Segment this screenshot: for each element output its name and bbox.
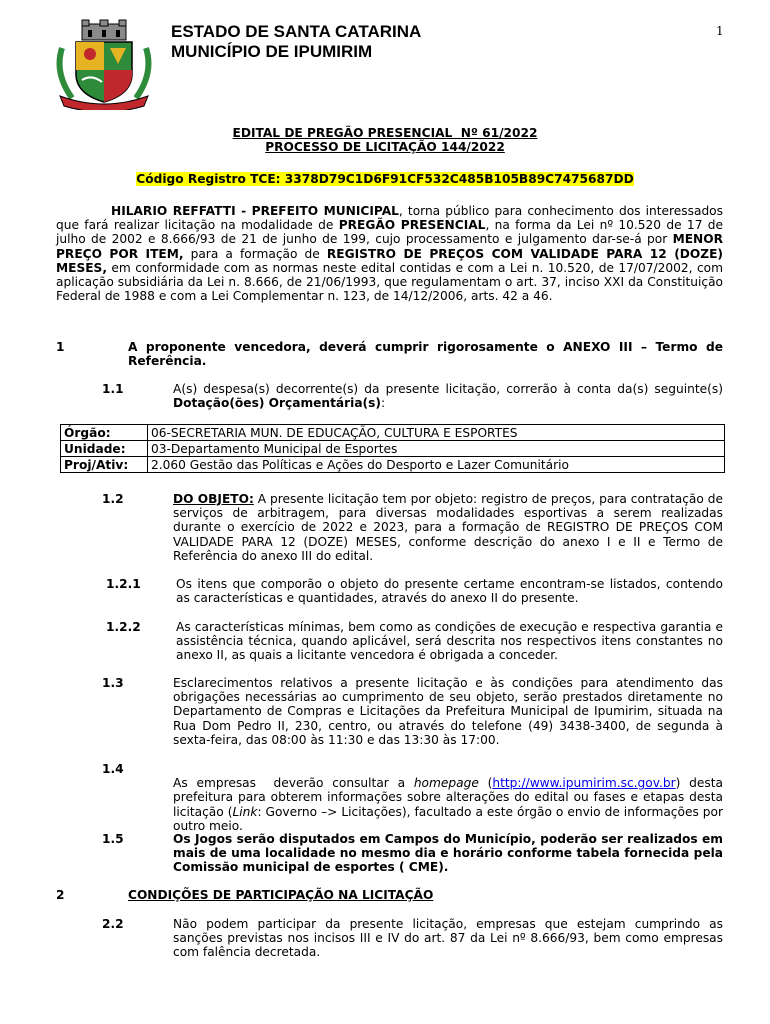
edital-title: EDITAL DE PREGÃO PRESENCIAL Nº 61/2022	[232, 126, 538, 140]
municipal-coat-of-arms	[52, 18, 156, 110]
table-row	[61, 425, 725, 441]
budget-value-cell: 03-Departamento Municipal de Esportes	[148, 441, 725, 457]
item-1-4-text-4: ) desta prefeitura para obterem informações sobre alterações do edital ou fases e etapas desta licitação (	[173, 776, 727, 819]
section-2-number: 2	[56, 888, 65, 902]
item-1-4-text	[173, 762, 727, 833]
process-title: PROCESSO DE LICITAÇÃO 144/2022	[265, 140, 505, 154]
item-1-1-number: 1.1	[102, 382, 124, 396]
item-1-3-text: Esclarecimentos relativos a presente licitação e às condições para atendimento das obrigações necessárias ao cumprimento de seu objeto, serão prestados diretamente no Departamento de Compras e Licitações da Prefeitura Municipal de Ipumirim, situada na Rua Dom Pedro II, 230, centro, ou através do telefone (49) 3438-3400, de segunda à sexta-feira, das 08:00 às 11:30 e das 13:30 às 17:00.	[173, 676, 723, 747]
header-municipality-name: MUNICÍPIO DE IPUMIRIM	[171, 42, 373, 61]
item-1-1-text-a: A(s) despesa(s) decorrente(s) da presente licitação, correrão à conta da(s) seguinte(s)	[173, 382, 723, 396]
intro-text-3: para a formação de	[183, 246, 327, 261]
budget-label-cell: Unidade:	[61, 441, 148, 457]
intro-modality: PREGÃO PRESENCIAL	[338, 218, 486, 233]
tce-registry-code: Código Registro TCE: 3378D79C1D6F91CF532C485B105B89C7475687DD	[136, 172, 634, 186]
header-state-name: ESTADO DE SANTA CATARINA	[171, 22, 422, 41]
item-1-2-1-text: Os itens que comporão o objeto do presente certame encontram-se listados, contendo as características e quantidades, através do anexo II do presente.	[176, 577, 723, 606]
item-1-2-body: A presente licitação tem por objeto: registro de preços, para contratação de serviços de arbitragem, para diversas modalidades esportivas a serem realizadas durante o exercício de 2022 e 2023, para a formação de REGISTRO DE PREÇOS COM VALIDADE PARA 12 (DOZE) MESES, conforme descrição do anexo I e II e Termo de Referência do anexo III do edital.	[173, 492, 723, 563]
item-1-1-text-c: :	[380, 396, 386, 411]
item-1-2-2-text: As características mínimas, bem como as condições de execução e respectiva garantia e assistência técnica, quando aplicável, será descrita nos respectivos itens constantes no anexo II, as quais a licitante vencedora é obrigada a conceder.	[176, 620, 723, 663]
budget-label-cell: Órgão:	[61, 425, 148, 441]
item-2-2-number: 2.2	[102, 917, 124, 931]
intro-text-1: , torna público para conhecimento dos interessados que fará realizar licitação na modalidade de	[56, 204, 723, 233]
item-1-2-2-number: 1.2.2	[106, 620, 141, 634]
prefeitura-website-link[interactable]: http://www.ipumirim.sc.gov.br	[492, 776, 676, 791]
item-1-3-number: 1.3	[102, 676, 124, 690]
item-1-2-text	[173, 492, 723, 563]
table-row	[61, 457, 725, 473]
item-1-4-homepage: homepage	[413, 776, 479, 791]
budget-allocation-table	[60, 424, 725, 473]
item-1-2-1-number: 1.2.1	[106, 577, 141, 591]
item-1-4-text-3: (	[478, 776, 493, 791]
intro-paragraph	[56, 204, 723, 303]
item-1-4-link-word: Link	[232, 804, 258, 819]
section-1-text: A proponente vencedora, deverá cumprir rigorosamente o ANEXO III – Termo de Referência.	[128, 340, 723, 369]
tce-code-line	[0, 168, 770, 187]
item-1-4-text-1: As empresas deverão consultar a	[173, 776, 414, 791]
item-1-4-number: 1.4	[102, 762, 124, 776]
section-2-title: CONDIÇÕES DE PARTICIPAÇÃO NA LICITAÇÃO	[128, 888, 434, 902]
section-1-number: 1	[56, 340, 65, 354]
item-1-5-number: 1.5	[102, 832, 124, 846]
budget-label-cell: Proj/Ativ:	[61, 457, 148, 473]
budget-value-cell: 06-SECRETARIA MUN. DE EDUCAÇÃO, CULTURA E ESPORTES	[148, 425, 725, 441]
item-1-4-text-6: : Governo –> Licitações), facultado a este órgão o envio de informações por outro meio.	[173, 804, 727, 833]
item-1-2-lead: DO OBJETO:	[173, 492, 254, 506]
item-1-2-number: 1.2	[102, 492, 124, 506]
intro-text-4: em conformidade com as normas neste edital contidas e com a Lei n. 10.520, de 17/07/2002, com aplicação subsidiária da Lei n. 8.666, de 21/06/1993, que regulamentam o art. 37, inciso XXI da Constituição Federal de 1988 e com a Lei Complementar n. 123, de 14/12/2006, arts. 42 a 46.	[56, 260, 723, 304]
budget-value-cell: 2.060 Gestão das Políticas e Ações do Desporto e Lazer Comunitário	[148, 457, 725, 473]
item-1-1-budget-label: Dotação(ões) Orçamentária(s)	[173, 396, 381, 411]
intro-registry: REGISTRO DE PREÇOS COM VALIDADE PARA 12 (DOZE) MESES,	[56, 246, 723, 275]
item-2-2-text: Não podem participar da presente licitação, empresas que estejam cumprindo as sanções previstas nos incisos III e IV do art. 87 da Lei nº 8.666/93, bem como empresas com falência decretada.	[173, 917, 723, 960]
item-1-1-text	[173, 382, 723, 410]
table-row	[61, 441, 725, 457]
page-number: 1	[716, 24, 724, 38]
intro-text-2: , na forma da Lei nº 10.520 de 17 de julho de 2002 e 8.666/93 de 21 de junho de 199, cujo processamento e julgamento dar-se-á por	[56, 218, 723, 247]
item-1-5-text: Os Jogos serão disputados em Campos do Município, poderão ser realizados em mais de uma localidade no mesmo dia e horário conforme tabela fornecida pela Comissão municipal de esportes ( CME).	[173, 832, 723, 875]
intro-mayor-name: HILARIO REFFATTI - PREFEITO MUNICIPAL	[111, 204, 399, 218]
intro-criterion: MENOR PREÇO POR ITEM,	[56, 232, 723, 261]
